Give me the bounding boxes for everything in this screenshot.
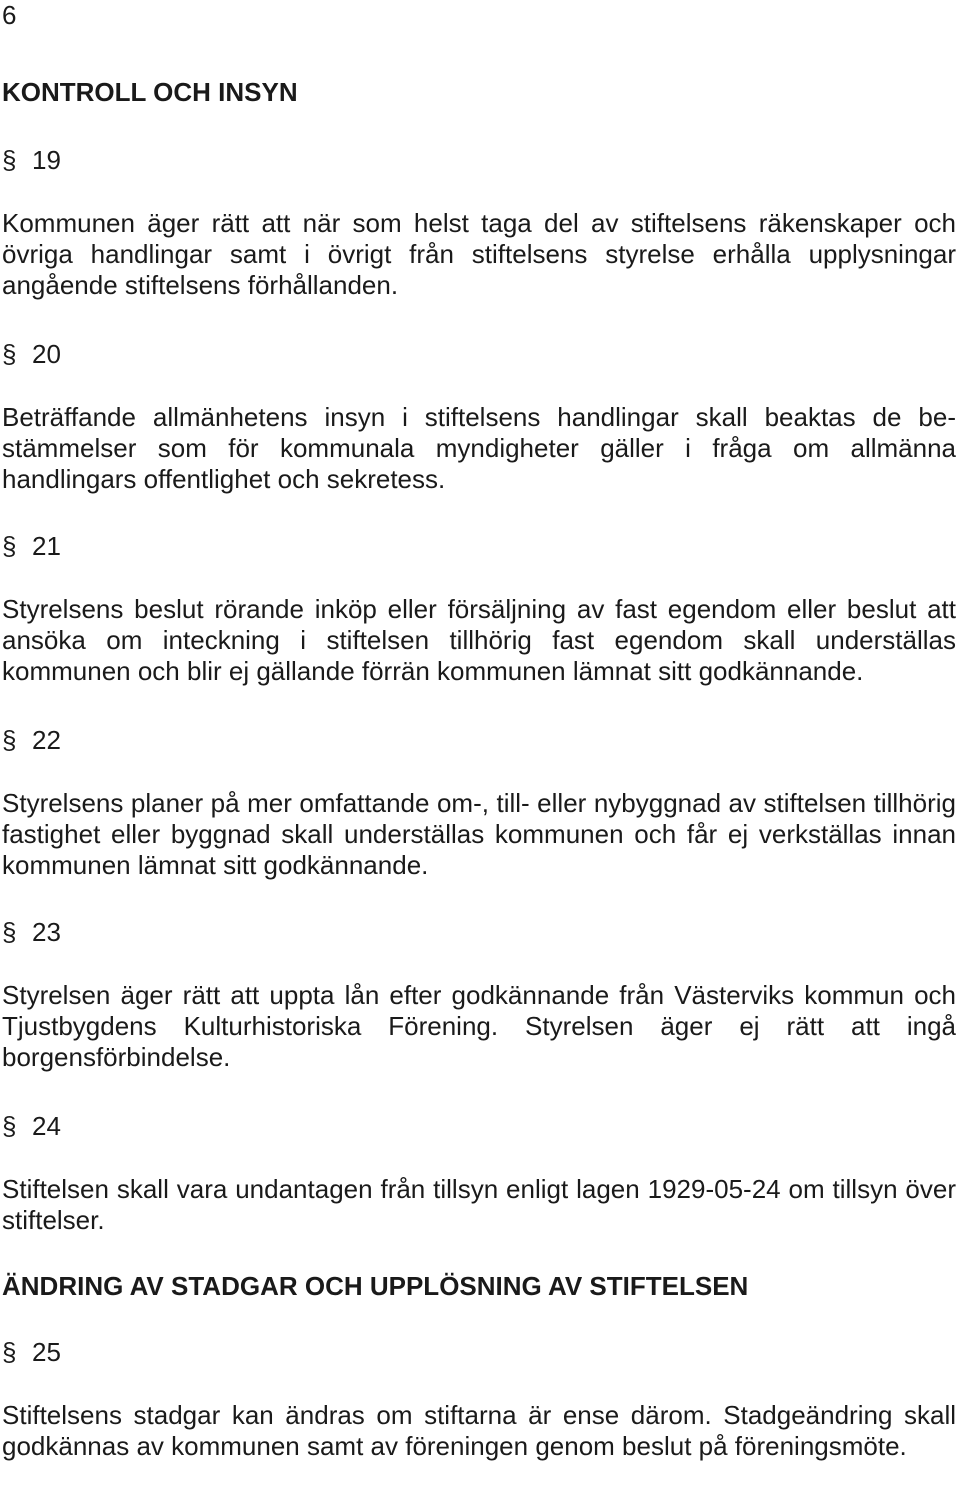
section-number: 22	[32, 725, 61, 755]
section-heading-24	[2, 1110, 61, 1142]
section-number: 20	[32, 339, 61, 369]
section-heading-25	[2, 1336, 61, 1368]
section-text-21: Styrelsens beslut rörande inköp eller försäljning av fast egendom eller beslut att ansöka om inteckning i stiftelsen tillhörig fast egendom skall underställas kommunen och blir ej gällande förrän kommunen lämnat sitt godkännande.	[2, 594, 956, 686]
section-number: 23	[32, 917, 61, 947]
section-number: 24	[32, 1111, 61, 1141]
section-number: 21	[32, 531, 61, 561]
section-number: 25	[32, 1337, 61, 1367]
section-symbol: §	[2, 917, 17, 947]
section-heading-21	[2, 530, 61, 562]
section-symbol: §	[2, 531, 17, 561]
section-symbol: §	[2, 1111, 17, 1141]
section-symbol: §	[2, 725, 17, 755]
section-heading-22	[2, 724, 61, 756]
section-text-25: Stiftelsens stadgar kan ändras om stiftarna är ense därom. Stadgeändring skall godkännas av kommunen samt av föreningen genom beslut på föreningsmöte.	[2, 1400, 956, 1461]
section-heading-20	[2, 338, 61, 370]
section-text-23: Styrelsen äger rätt att uppta lån efter godkännande från Västerviks kommun och Tjustbygdens Kulturhistoriska Förening. Styrelsen äger ej rätt att ingå borgensförbindelse.	[2, 980, 956, 1072]
section-heading-23	[2, 916, 61, 948]
heading-amendment: ÄNDRING AV STADGAR OCH UPPLÖSNING AV STIFTELSEN	[2, 1271, 749, 1301]
section-heading-19	[2, 144, 61, 176]
section-symbol: §	[2, 145, 17, 175]
section-symbol: §	[2, 339, 17, 369]
section-text-20: Beträffande allmänhetens insyn i stiftelsens handlingar skall beaktas de bestämmelser som för kommunala myndigheter gäller i fråga om allmänna handlingars offentlighet och sekretess.	[2, 402, 956, 494]
heading-control: KONTROLL OCH INSYN	[2, 77, 298, 107]
section-number: 19	[32, 145, 61, 175]
section-text-19: Kommunen äger rätt att när som helst taga del av stiftelsens räkenskaper och övriga handlingar samt i övrigt från stiftelsens styrelse erhålla upplysningar angående stiftelsens förhållanden.	[2, 208, 956, 300]
page-number: 6	[2, 0, 17, 30]
section-text-24: Stiftelsen skall vara undantagen från tillsyn enligt lagen 1929-05-24 om tillsyn över stiftelser.	[2, 1174, 956, 1235]
section-symbol: §	[2, 1337, 17, 1367]
section-text-22: Styrelsens planer på mer omfattande om-, till- eller nybyggnad av stiftelsen tillhörig fastighet eller byggnad skall underställas kommunen och får ej verkställas innan kommunen lämnat sitt godkännande.	[2, 788, 956, 880]
